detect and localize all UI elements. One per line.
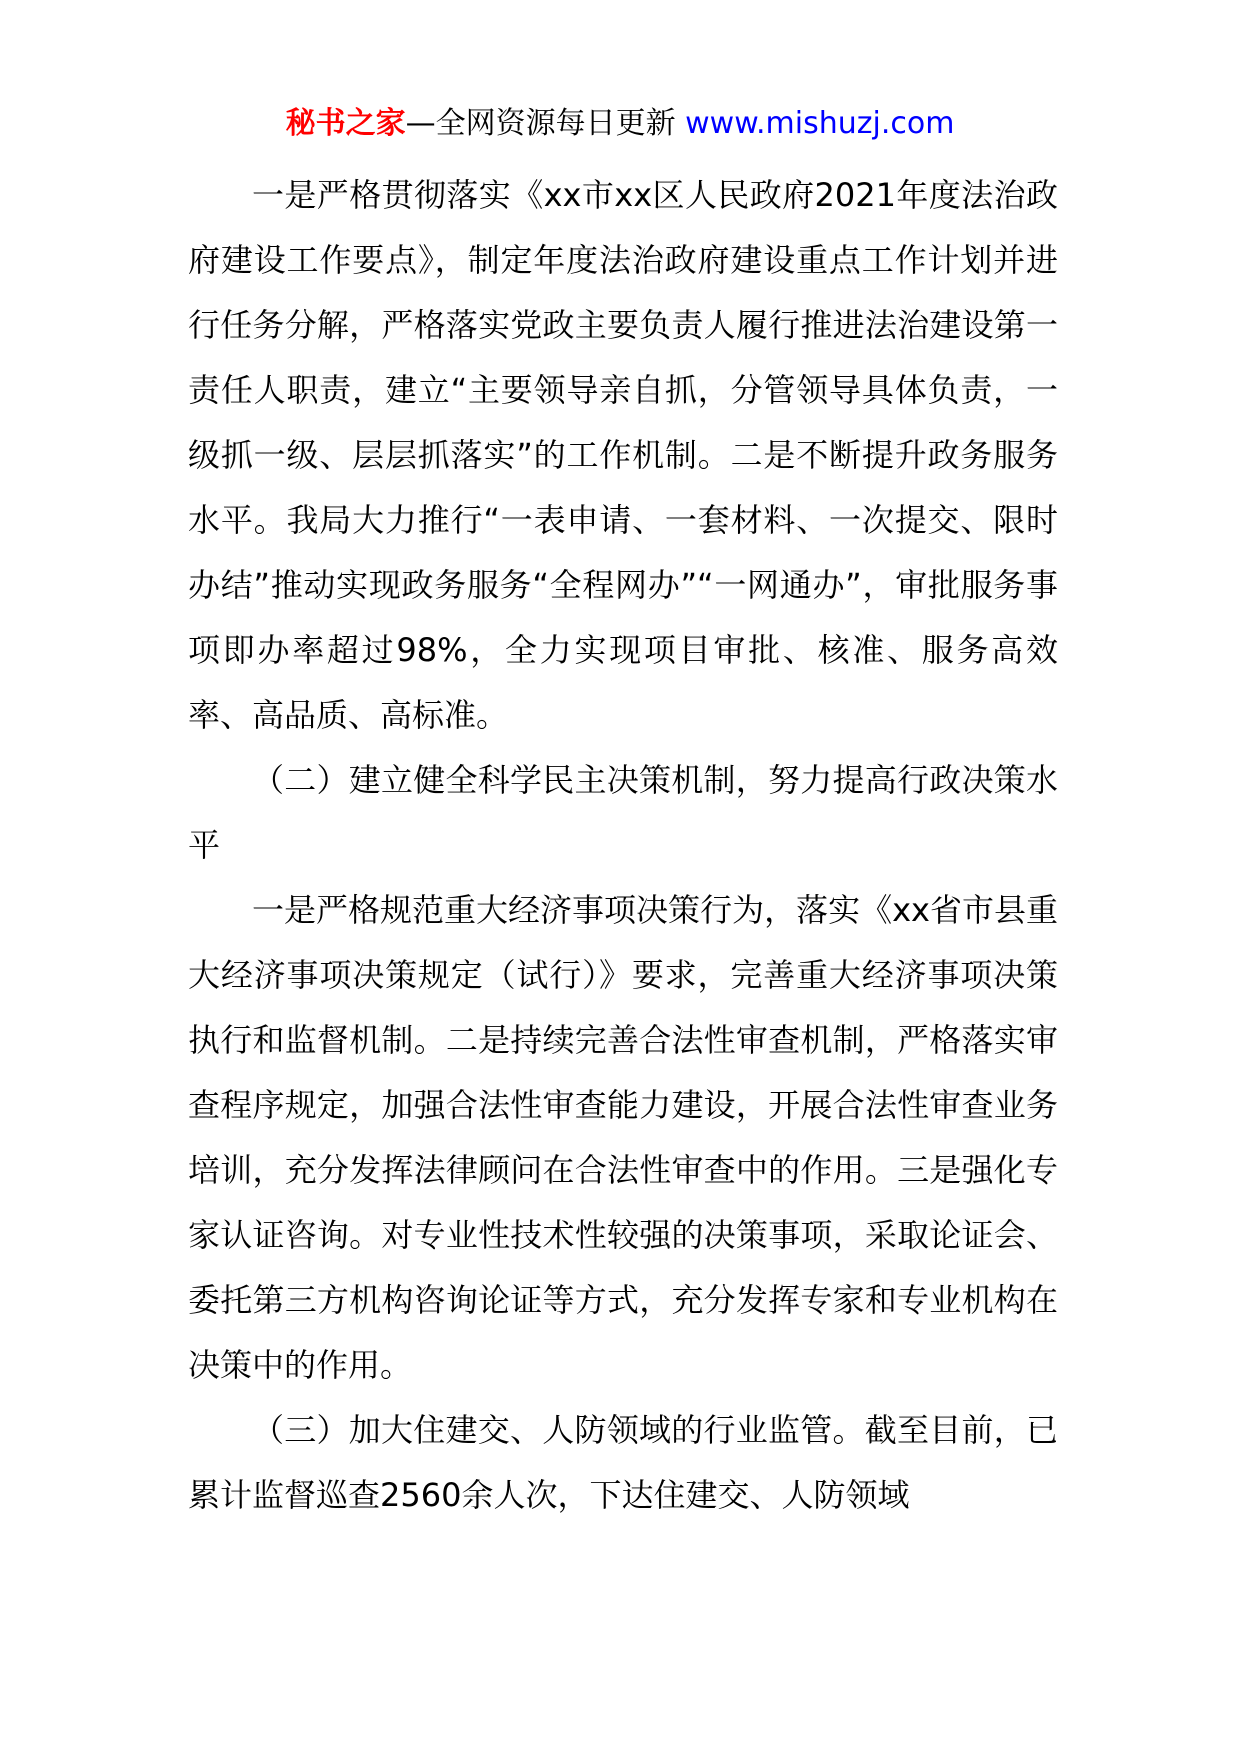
header-url[interactable]: www.mishuzj.com <box>685 106 955 141</box>
paragraph-3: （三）加大住建交、人防领域的行业监管。截至目前，已累计监督巡查2560余人次，下达住建交、人防领域 <box>188 1411 1058 1514</box>
brand-name: 秘书之家 <box>285 106 406 141</box>
header-tagline: —全网资源每日更新 <box>405 106 686 141</box>
paragraph-2: 一是严格规范重大经济事项决策行为，落实《xx省市县重大经济事项决策规定（试行）》要求，完善重大经济事项决策执行和监督机制。二是持续完善合法性审查机制，严格落实审查程序规定，加强合法性审查能力建设，开展合法性审查业务培训，充分发挥法律顾问在合法性审查中的作用。三是强化专家认证咨询。对专业性技术性较强的决策事项，采取论证会、委托第三方机构咨询论证等方式，充分发挥专家和专业机构在决策中的作用。 <box>188 891 1058 1384</box>
page-header <box>0 100 1240 148</box>
paragraph-1: 一是严格贯彻落实《xx市xx区人民政府2021年度法治政府建设工作要点》，制定年度法治政府建设重点工作计划并进行任务分解，严格落实党政主要负责人履行推进法治建设第一责任人职责，建立“主要领导亲自抓，分管领导具体负责，一级抓一级、层层抓落实”的工作机制。二是不断提升政务服务水平。我局大力推行“一表申请、一套材料、一次提交、限时办结”推动实现政务服务“全程网办”“一网通办”，审批服务事项即办率超过98%，全力实现项目审批、核准、服务高效率、高品质、高标准。 <box>188 176 1058 734</box>
section-heading-2: （二）建立健全科学民主决策机制，努力提高行政决策水平 <box>188 761 1058 864</box>
document-body <box>188 163 1058 1528</box>
